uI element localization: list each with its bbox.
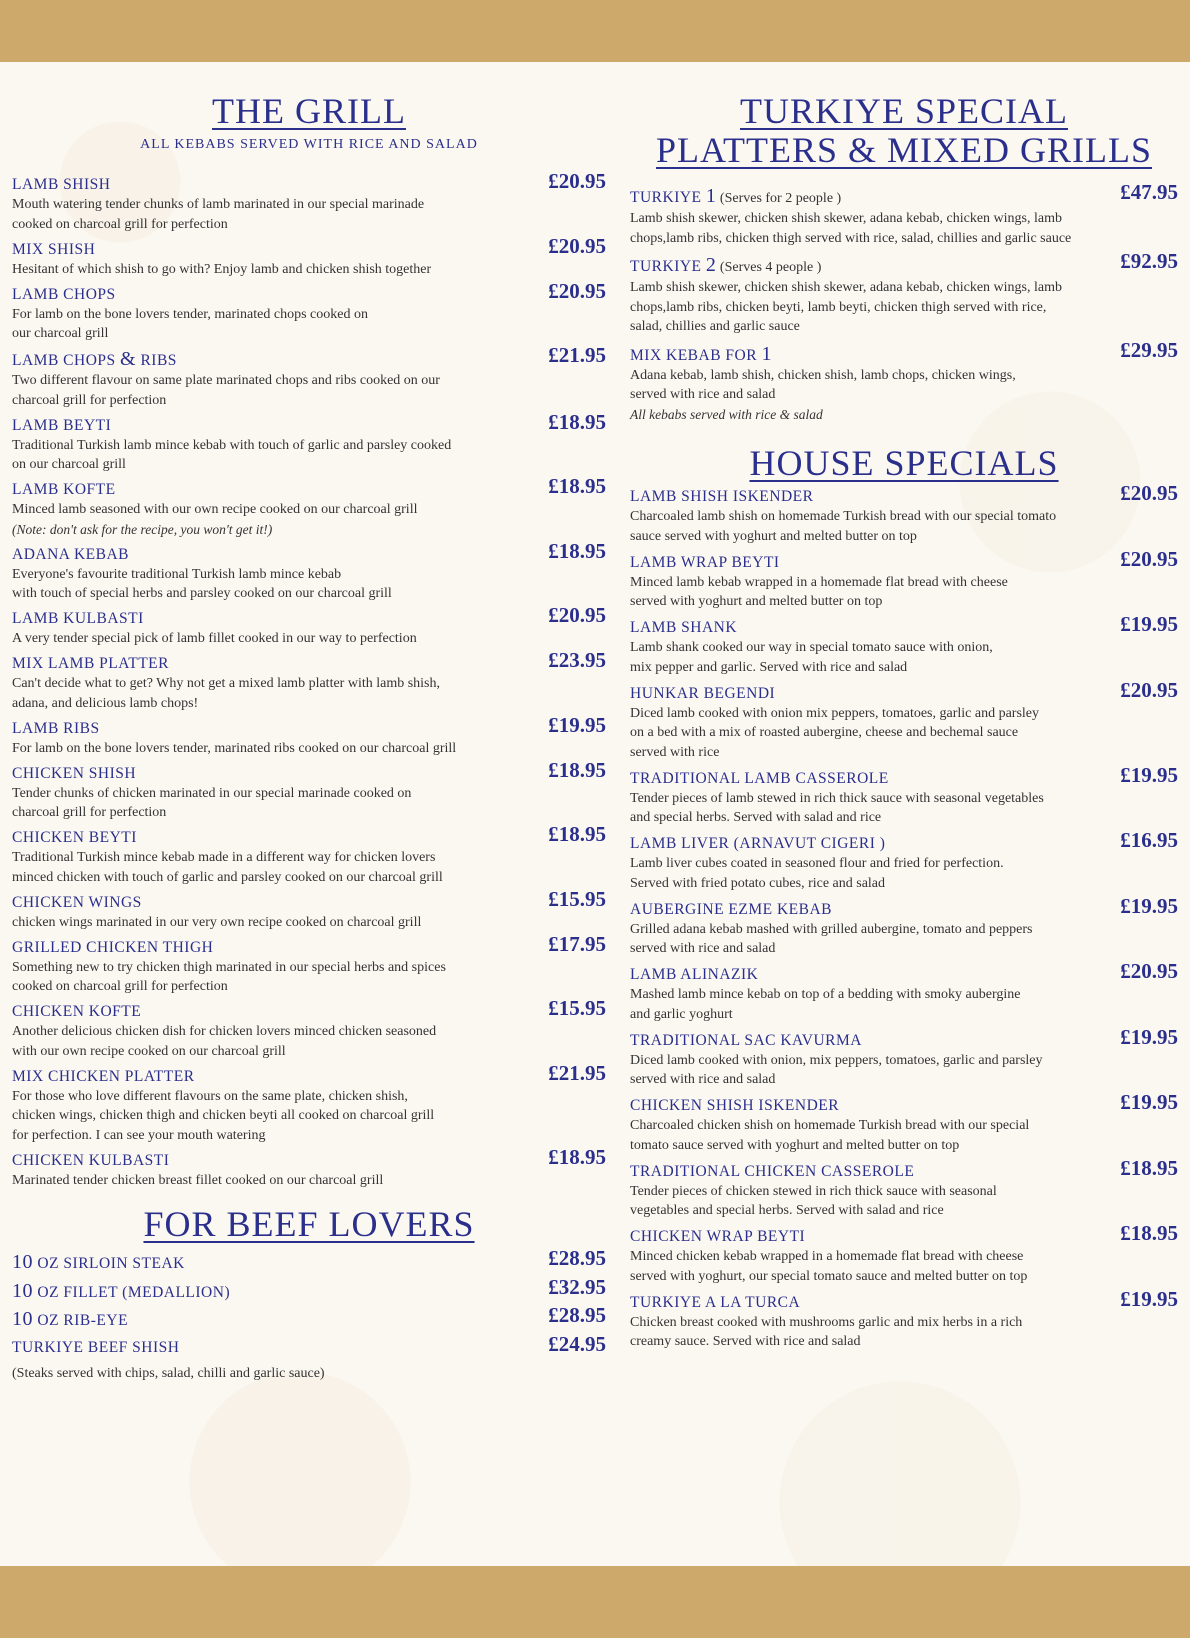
item-name: LAMB CHOPS — [12, 285, 116, 303]
item-description: for perfection. I can see your mouth watering — [12, 1127, 266, 1143]
item-name: 10 OZ RIB-EYE — [12, 1308, 129, 1330]
item-price: £16.95 — [1120, 828, 1178, 852]
item-price: £28.95 — [548, 1246, 606, 1270]
item-description: Grilled adana kebab mashed with grilled aubergine, tomato and peppers — [630, 921, 1033, 937]
item-description: Hesitant of which shish to go with? Enjoy lamb and chicken shish together — [12, 261, 432, 277]
item-description: Everyone's favourite traditional Turkish lamb mince kebab — [12, 566, 342, 582]
item-description: Marinated tender chicken breast fillet cooked on our charcoal grill — [12, 1172, 384, 1188]
item-price: £19.95 — [1120, 762, 1178, 787]
item-description: and special herbs. Served with salad and rice — [630, 810, 882, 825]
menu-item — [12, 603, 606, 649]
item-price: £19.95 — [1120, 893, 1178, 918]
beef-title: FOR BEEF LOVERS — [143, 1204, 475, 1244]
item-description: Mouth watering tender chunks of lamb marinated in our special marinade — [12, 197, 425, 212]
item-price: £20.95 — [548, 233, 606, 258]
menu-item — [12, 996, 606, 1061]
menu-item — [630, 337, 1178, 425]
menu-item — [12, 822, 606, 887]
item-name: CHICKEN WRAP BEYTI — [630, 1228, 806, 1245]
item-price: £20.95 — [1120, 959, 1178, 983]
item-description: charcoal grill for perfection — [12, 392, 167, 408]
item-name: LAMB CHOPS & RIBS — [12, 348, 177, 370]
item-name: CHICKEN KULBASTI — [12, 1151, 170, 1169]
item-description: Mashed lamb mince kebab on top of a bedding with smoky aubergine — [630, 987, 1021, 1002]
item-name: LAMB LIVER (ARNAVUT CIGERI ) — [630, 835, 886, 852]
item-name: TRADITIONAL CHICKEN CASSEROLE — [630, 1162, 915, 1180]
top-gold-band — [0, 0, 1190, 62]
item-description: Charcoaled lamb shish on homemade Turkish bread with our special tomato — [630, 509, 1057, 524]
menu-item — [12, 1246, 606, 1274]
item-description: served with rice and salad — [630, 387, 776, 402]
item-description: served with rice and salad — [630, 1072, 776, 1087]
grill-title: THE GRILL — [212, 91, 406, 131]
menu-item — [12, 278, 606, 344]
item-description: with touch of special herbs and parsley cooked on our charcoal grill — [12, 586, 392, 601]
item-price: £19.95 — [1120, 612, 1178, 636]
menu-item — [630, 893, 1178, 959]
item-name: TURKIYE 1 (Serves for 2 people ) — [630, 185, 842, 207]
grill-list — [12, 169, 606, 1190]
item-price: £21.95 — [548, 1060, 606, 1085]
item-description: on our charcoal grill — [12, 457, 126, 472]
item-name: CHICKEN SHISH — [12, 764, 137, 782]
item-description: Served with fried potato cubes, rice and salad — [630, 875, 886, 891]
item-description: chicken wings, chicken thigh and chicken beyti all cooked on charcoal grill — [12, 1108, 435, 1123]
item-price: £19.95 — [1120, 1286, 1178, 1311]
menu-item — [12, 1274, 606, 1303]
item-description: Tender chunks of chicken marinated in our special marinade cooked on — [12, 785, 412, 801]
item-price: £19.95 — [1120, 1090, 1178, 1114]
item-price: £15.95 — [548, 996, 606, 1020]
item-description: cooked on charcoal grill for perfection — [12, 979, 228, 994]
item-price: £29.95 — [1120, 337, 1178, 362]
item-description: Tender pieces of chicken stewed in rich thick sauce with seasonal — [630, 1183, 997, 1199]
menu-item — [12, 648, 606, 713]
item-description: chicken wings marinated in our very own recipe cooked on charcoal grill — [12, 914, 422, 930]
item-description: tomato sauce served with yoghurt and melted butter on top — [630, 1137, 960, 1153]
item-name: TURKIYE BEEF SHISH — [12, 1338, 180, 1356]
item-price: £18.95 — [548, 1144, 606, 1169]
item-description: on a bed with a mix of roasted aubergine, cheese and bechemal sauce — [630, 725, 1019, 740]
item-price: £19.95 — [1120, 1024, 1178, 1049]
item-description: Can't decide what to get? Why not get a mixed lamb platter with lamb shish, — [12, 676, 440, 691]
item-description: Lamb shish skewer, chicken shish skewer, adana kebab, chicken wings, lamb — [630, 280, 1062, 295]
item-name: LAMB KULBASTI — [12, 610, 144, 627]
menu-item — [630, 481, 1178, 546]
item-description: creamy sauce. Served with rice and salad — [630, 1334, 861, 1349]
item-description: minced chicken with touch of garlic and parsley cooked on our charcoal grill — [12, 869, 443, 885]
item-description: Diced lamb cooked with onion mix peppers, tomatoes, garlic and parsley — [630, 705, 1040, 721]
item-description: and garlic yoghurt — [630, 1006, 733, 1022]
item-price: £47.95 — [1120, 180, 1178, 204]
right-column — [630, 62, 1178, 1358]
item-description: Traditional Turkish lamb mince kebab with touch of garlic and parsley cooked — [12, 437, 452, 453]
item-price: £18.95 — [548, 538, 606, 563]
item-name: LAMB RIBS — [12, 719, 100, 737]
menu-item — [12, 343, 606, 410]
item-name: CHICKEN KOFTE — [12, 1003, 142, 1020]
item-serves: (Serves for 2 people ) — [716, 191, 842, 206]
menu-item — [12, 1303, 606, 1331]
item-price: £18.95 — [548, 822, 606, 846]
item-name: 10 OZ FILLET (MEDALLION) — [12, 1279, 231, 1302]
item-name: CHICKEN SHISH ISKENDER — [630, 1097, 840, 1114]
menu-item — [630, 1090, 1178, 1155]
item-description: served with rice — [630, 744, 720, 760]
item-price: £92.95 — [1120, 249, 1178, 273]
item-price: £20.95 — [548, 169, 606, 193]
item-description: charcoal grill for perfection — [12, 805, 167, 820]
item-serves: (Serves 4 people ) — [716, 260, 822, 275]
menu-item — [630, 762, 1178, 828]
item-description: For lamb on the bone lovers tender, marinated chops cooked on — [12, 306, 368, 322]
item-price: £18.95 — [548, 757, 606, 782]
item-price: £20.95 — [1120, 481, 1178, 505]
item-price: £24.95 — [548, 1331, 606, 1356]
menu-item — [12, 757, 606, 823]
item-price: £18.95 — [1120, 1155, 1178, 1180]
menu-item — [630, 1024, 1178, 1090]
item-name: LAMB SHISH — [12, 176, 111, 193]
item-name: TRADITIONAL LAMB CASSEROLE — [630, 769, 889, 787]
menu-item — [630, 1286, 1178, 1352]
item-description: A very tender special pick of lamb fillet cooked in our way to perfection — [12, 631, 417, 646]
menu-item — [630, 828, 1178, 893]
menu-item — [12, 712, 606, 759]
item-description: Minced chicken kebab wrapped in a homemade flat bread with cheese — [630, 1249, 1024, 1264]
platter-list — [630, 180, 1178, 424]
item-name: LAMB SHANK — [630, 619, 738, 636]
item-name: LAMB SHISH ISKENDER — [630, 488, 814, 505]
item-description: Adana kebab, lamb shish, chicken shish, lamb chops, chicken wings, — [630, 367, 1016, 383]
menu-item — [630, 677, 1178, 763]
menu-item — [12, 538, 606, 604]
menu-item — [12, 931, 606, 997]
item-description: For lamb on the bone lovers tender, marinated ribs cooked on our charcoal grill — [12, 740, 457, 756]
item-price: £23.95 — [548, 648, 606, 672]
menu-item — [630, 1155, 1178, 1221]
item-description: Lamb liver cubes coated in seasoned flour and fried for perfection. — [630, 856, 1004, 871]
menu-item — [12, 1144, 606, 1191]
item-name: ADANA KEBAB — [12, 545, 130, 563]
menu-item — [630, 1221, 1178, 1286]
menu-item — [12, 1331, 606, 1358]
item-description: Tender pieces of lamb stewed in rich thick sauce with seasonal vegetables — [630, 790, 1044, 806]
item-description: cooked on charcoal grill for perfection — [12, 216, 228, 232]
item-description: Traditional Turkish mince kebab made in a different way for chicken lovers — [12, 850, 436, 865]
item-price: £18.95 — [1120, 1221, 1178, 1245]
item-name: LAMB KOFTE — [12, 481, 116, 498]
menu-item — [12, 169, 606, 234]
item-name: AUBERGINE EZME KEBAB — [630, 900, 833, 918]
menu-item — [630, 612, 1178, 677]
menu-item — [630, 180, 1178, 248]
item-name: TRADITIONAL SAC KAVURMA — [630, 1031, 862, 1049]
menu-item — [630, 249, 1178, 337]
grill-subtitle: ALL KEBABS SERVED WITH RICE AND SALAD — [140, 137, 478, 152]
item-name: LAMB BEYTI — [12, 416, 112, 434]
item-price: £20.95 — [1120, 677, 1178, 702]
item-name: GRILLED CHICKEN THIGH — [12, 938, 214, 956]
item-price: £28.95 — [548, 1303, 606, 1327]
item-price: £20.95 — [548, 603, 606, 627]
item-note: (Note: don't ask for the recipe, you won't get it!) — [12, 521, 273, 537]
item-description: Minced lamb seasoned with our own recipe cooked on our charcoal grill — [12, 502, 418, 517]
item-description: chops,lamb ribs, chicken beyti, lamb beyti, chicken thigh served with rice, — [630, 299, 1047, 315]
item-price: £21.95 — [548, 343, 606, 367]
item-price: £20.95 — [1120, 546, 1178, 571]
item-name: CHICKEN BEYTI — [12, 829, 137, 846]
item-name: HUNKAR BEGENDI — [630, 684, 776, 702]
item-name: TURKIYE A LA TURCA — [630, 1293, 801, 1311]
menu-item — [12, 886, 606, 933]
item-price: £18.95 — [548, 474, 606, 498]
menu-item — [630, 546, 1178, 612]
item-price: £20.95 — [548, 278, 606, 303]
item-price: £19.95 — [548, 712, 606, 737]
item-description: with our own recipe cooked on our charcoal grill — [12, 1043, 286, 1059]
item-description: salad, chillies and garlic sauce — [630, 319, 800, 334]
item-description: Minced lamb kebab wrapped in a homemade flat bread with cheese — [630, 574, 1008, 590]
menu-item — [12, 1060, 606, 1146]
item-description: Charcoaled chicken shish on homemade Turkish bread with our special — [630, 1118, 1030, 1133]
item-description: Lamb shish skewer, chicken shish skewer, adana kebab, chicken wings, lamb — [630, 211, 1062, 226]
platters-title-line1: TURKIYE SPECIAL — [740, 91, 1068, 131]
house-title: HOUSE SPECIALS — [749, 443, 1059, 483]
menu-item — [12, 233, 606, 280]
item-description: vegetables and special herbs. Served with salad and rice — [630, 1203, 944, 1218]
platters-title-line2: PLATTERS & MIXED GRILLS — [655, 130, 1152, 170]
item-description: For those who love different flavours on the same plate, chicken shish, — [12, 1088, 408, 1104]
house-list — [630, 481, 1178, 1352]
menu-item — [630, 959, 1178, 1024]
item-price: £18.95 — [548, 409, 606, 434]
left-column — [12, 62, 606, 1384]
item-note: All kebabs served with rice & salad — [630, 406, 823, 422]
item-description: mix pepper and garlic. Served with rice and salad — [630, 659, 908, 675]
item-price: £32.95 — [548, 1274, 606, 1299]
menu-item — [12, 409, 606, 475]
item-price: £17.95 — [548, 931, 606, 956]
item-name: LAMB WRAP BEYTI — [630, 553, 780, 571]
item-description: Something new to try chicken thigh marinated in our special herbs and spices — [12, 959, 446, 975]
item-name: TURKIYE 2 (Serves 4 people ) — [630, 254, 822, 276]
item-price: £15.95 — [548, 886, 606, 911]
item-description: Two different flavour on same plate marinated chops and ribs cooked on our — [12, 373, 440, 388]
beef-note: (Steaks served with chips, salad, chilli and garlic sauce) — [12, 1366, 325, 1381]
bottom-gold-band — [0, 1566, 1190, 1638]
item-description: served with rice and salad — [630, 941, 776, 956]
menu-item — [12, 474, 606, 539]
beef-list — [12, 1246, 606, 1358]
item-description: adana, and delicious lamb chops! — [12, 695, 199, 711]
item-description: served with yoghurt and melted butter on top — [630, 594, 883, 609]
item-description: Another delicious chicken dish for chicken lovers minced chicken seasoned — [12, 1024, 437, 1039]
item-name: MIX CHICKEN PLATTER — [12, 1067, 195, 1085]
item-description: our charcoal grill — [12, 326, 109, 341]
item-description: Chicken breast cooked with mushrooms garlic and mix herbs in a rich — [630, 1314, 1023, 1330]
item-description: Diced lamb cooked with onion, mix peppers, tomatoes, garlic and parsley — [630, 1052, 1043, 1068]
item-name: LAMB ALINAZIK — [630, 966, 759, 983]
item-name: MIX KEBAB FOR 1 — [630, 342, 772, 365]
item-description: Lamb shank cooked our way in special tomato sauce with onion, — [630, 640, 993, 655]
item-name: CHICKEN WINGS — [12, 893, 142, 911]
item-name: MIX SHISH — [12, 240, 96, 258]
item-name: MIX LAMB PLATTER — [12, 655, 169, 672]
item-name: 10 OZ SIRLOIN STEAK — [12, 1251, 185, 1273]
item-description: sauce served with yoghurt and melted butter on top — [630, 528, 917, 544]
item-description: served with yoghurt, our special tomato sauce and melted butter on top — [630, 1268, 1028, 1284]
item-description: chops,lamb ribs, chicken thigh served with rice, salad, chillies and garlic sauce — [630, 230, 1072, 246]
